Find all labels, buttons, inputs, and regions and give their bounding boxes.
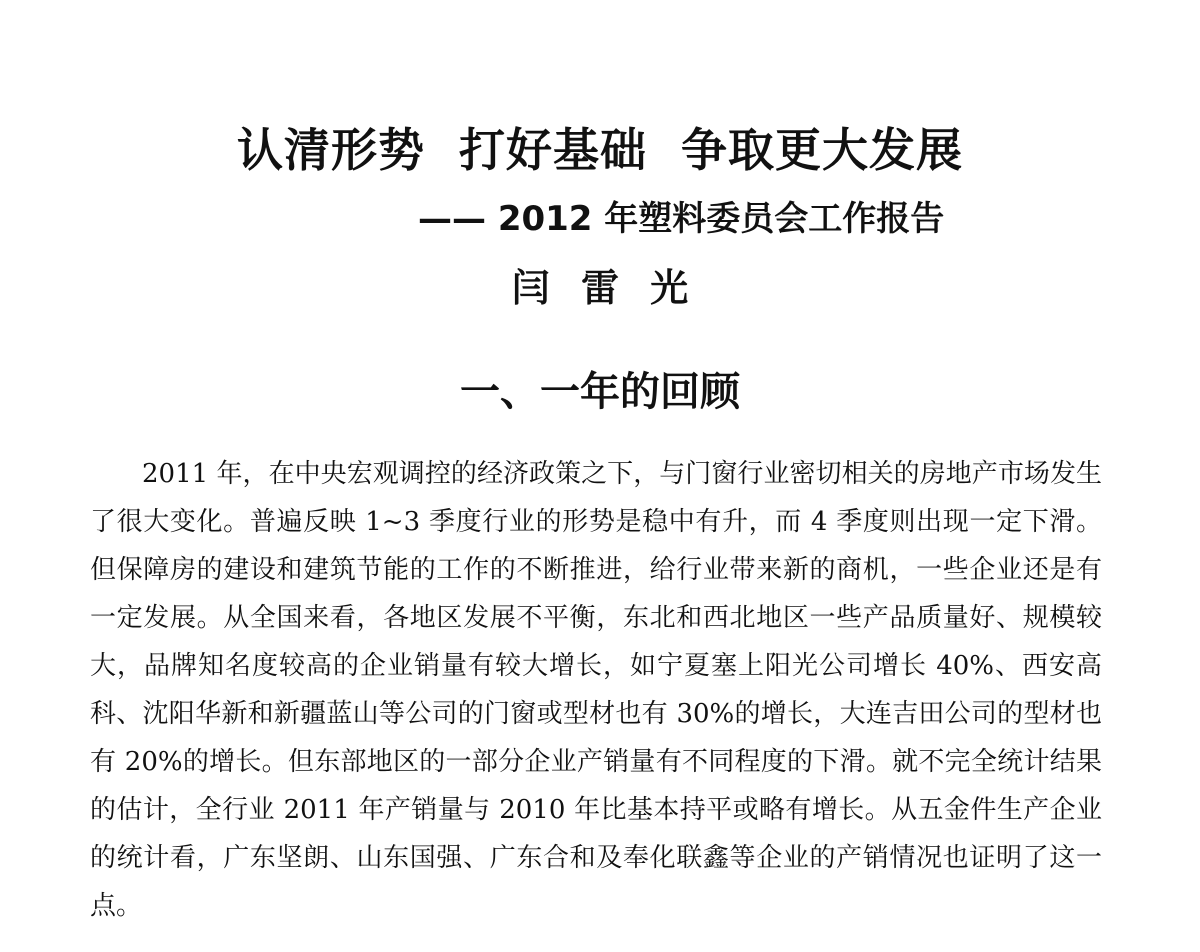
report-title: 认清形势 打好基础 争取更大发展 xyxy=(236,123,964,177)
report-subtitle: —— 2012 年塑料委员会工作报告 xyxy=(418,199,945,239)
author-name: 闫 雷 光 xyxy=(511,266,689,310)
section-heading: 一、一年的回顾 xyxy=(460,368,740,415)
body-paragraph: 2011 年，在中央宏观调控的经济政策之下，与门窗行业密切相关的房地产市场发生了很大变化。普遍反映 1~3 季度行业的形势是稳中有升，而 4 季度则出现一定下滑。但保障房的建设和建筑节能的工作的不断推进，给行业带来新的商机，一些企业还是有一定发展。从全国来看，各地区发展不平衡，东北和西北地区一些产品质量好、规模较大，品牌知名度较高的企业销量有较大增长，如宁夏塞上阳光公司增长 40%、西安高科、沈阳华新和新疆蓝山等公司的门窗或型材也有 30%的增长，大连吉田公司的型材也有 20%的增长。但东部地区的一部分企业产销量有不同程度的下滑。就不完全统计结果的估计，全行业 2011 年产销量与 2010 年比基本持平或略有增长。从五金件生产企业的统计看，广东坚朗、山东国强、广东合和及奉化联鑫等企业的产销情况也证明了这一点。 xyxy=(90,459,1102,921)
